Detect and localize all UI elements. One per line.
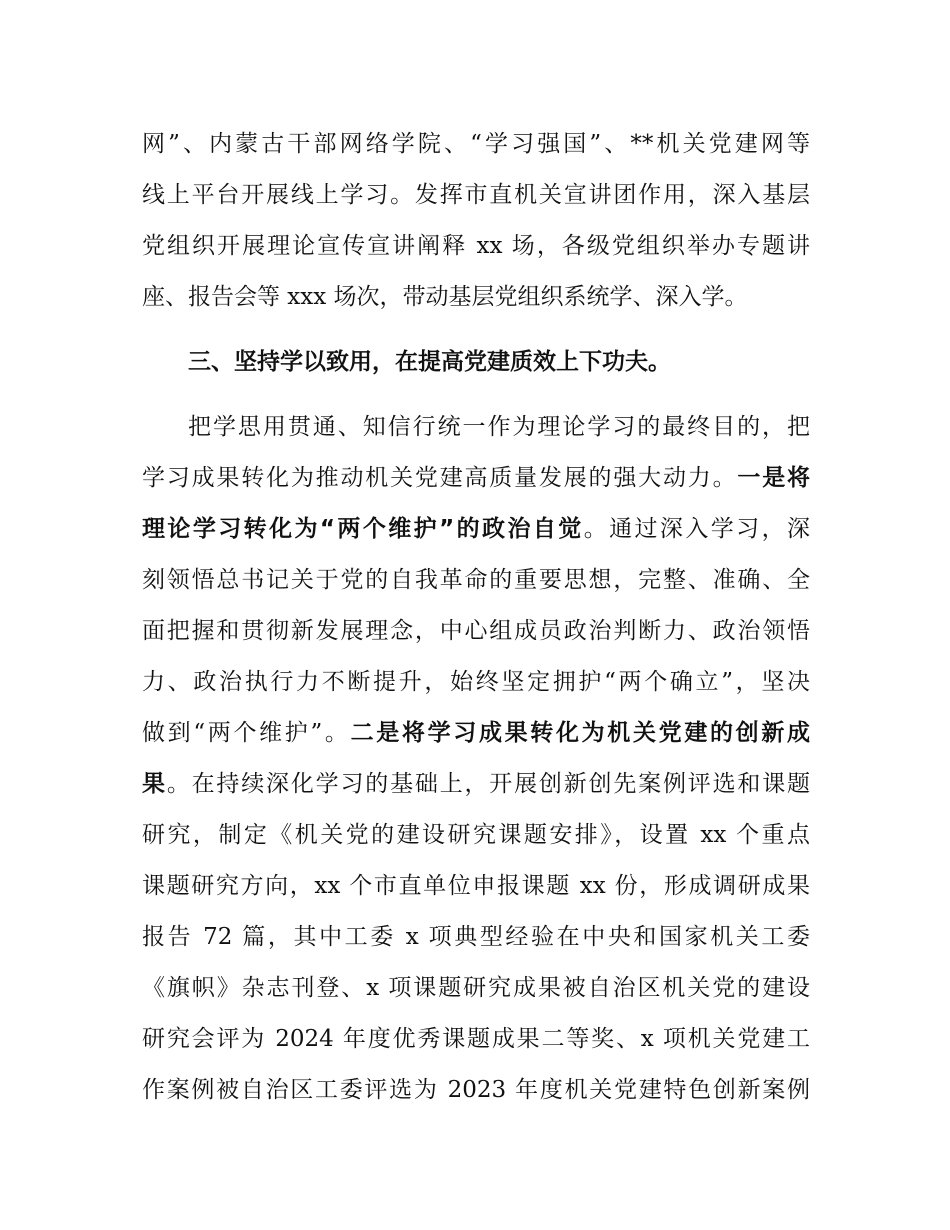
text-line: 刻领悟总书记关于党的自我革命的重要思想，完整、准确、全 xyxy=(142,567,810,593)
text-line: 线上平台开展线上学习。发挥市直机关宣讲团作用，深入基层 xyxy=(142,182,810,208)
bold-text-run: 理论学习转化为“两个维护”的政治自觉 xyxy=(142,516,584,542)
text-run: 。在持续深化学习的基础上，开展创新创先案例评选和课题 xyxy=(166,771,811,797)
bold-text-run: 二是将学习成果转化为机关党建的创新成 xyxy=(350,720,810,746)
text-line: 面把握和贯彻新发展理念，中心组成员政治判断力、政治领悟 xyxy=(142,618,810,644)
text-run: 做到“两个维护”。 xyxy=(142,720,351,746)
text-line: 力、政治执行力不断提升，始终坚定拥护“两个确立”，坚决 xyxy=(142,669,810,695)
text-line: 研究，制定《机关党的建设研究课题安排》，设置 xx 个重点 xyxy=(142,822,810,848)
text-line: 课题研究方向，xx 个市直单位申报课题 xx 份，形成调研成果 xyxy=(142,873,810,899)
text-line: 座、报告会等 xxx 场次，带动基层党组织系统学、深入学。 xyxy=(142,284,748,310)
text-line: 《旗帜》杂志刊登、x 项课题研究成果被自治区机关党的建设 xyxy=(142,975,810,1001)
text-line: 党组织开展理论宣传宣讲阐释 xx 场，各级党组织举办专题讲 xyxy=(142,233,810,259)
text-line xyxy=(142,453,810,504)
text-line: 网”、内蒙古干部网络学院、“学习强国”、**机关党建网等 xyxy=(142,131,810,157)
text-line xyxy=(142,708,810,759)
text-run: 学习成果转化为推动机关党建高质量发展的强大动力。 xyxy=(142,465,738,491)
document-body xyxy=(142,119,810,1116)
text-line: 作案例被自治区工委评选为 2023 年度机关党建特色创新案例 xyxy=(142,1077,810,1103)
paragraph-learning-platforms xyxy=(142,119,810,323)
text-line: 研究会评为 2024 年度优秀课题成果二等奖、x 项机关党建工 xyxy=(142,1026,810,1052)
text-line: 把学思用贯通、知信行统一作为理论学习的最终目的，把 xyxy=(188,414,810,440)
text-run: 。通过深入学习，深 xyxy=(583,516,810,542)
bold-text-run: 果 xyxy=(142,771,167,797)
text-line xyxy=(142,504,810,555)
bold-text-run: 一是将 xyxy=(737,465,811,491)
text-line: 报告 72 篇，其中工委 x 项典型经验在中央和国家机关工委 xyxy=(142,924,810,950)
text-line xyxy=(142,759,810,810)
paragraph-apply-learning xyxy=(142,402,810,1116)
section-heading-3: 三、坚持学以致用，在提高党建质效上下功夫。 xyxy=(188,349,671,375)
